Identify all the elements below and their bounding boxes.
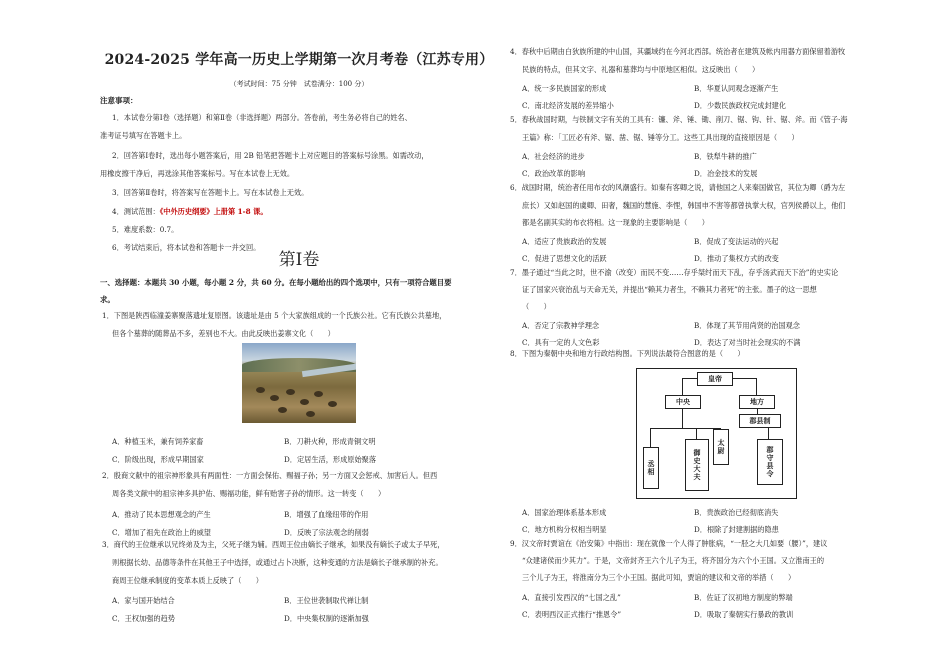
notice-line-1: 1．本试卷分第Ⅰ卷（选择题）和第Ⅱ卷（非选择题）两部分。答卷前，考生务必将自己的姓名、 (112, 113, 412, 122)
q1-option-c: C．阶级出现，形成早期国家 (112, 455, 204, 464)
q7-option-d: D．表达了对当时社会现实的不满 (694, 338, 801, 347)
q9-option-d: D．吸取了秦朝实行暴政的教训 (694, 610, 794, 619)
q2-line-1: 2．殷商文献中的祖宗神形象具有两面性：一方面会保佑、赐福子孙；另一方面又会惩戒、加害后人。但西 (102, 471, 438, 480)
q8-option-c: C．地方机构分权相当明显 (522, 525, 607, 534)
q4-line-2: 民族的特点，但其文字、礼器和墓葬均与中原地区相似。这反映出（ ） (522, 65, 760, 74)
commandery-county-box: 郡县制 (739, 414, 781, 428)
q4-option-a: A．统一多民族国家的形成 (522, 84, 607, 93)
notice-difficulty: 5．难度系数：0.7。 (112, 225, 179, 234)
taiwei-box: 太尉 (713, 429, 729, 465)
section-heading (100, 274, 500, 308)
q9-line-1: 9．汉文帝时贾谊在《治安策》中指出：现在就像一个人得了肿胀病，“一胫之大几如要（腰）”，建议 (510, 539, 828, 548)
q3-option-b: B．王位世袭制取代禅让制 (284, 596, 369, 605)
exam-title: 2024-2025 学年高一历史上学期第一次月考卷（江苏专用） (104, 52, 494, 68)
notice-range-prefix: 4．测试范围： (112, 207, 160, 216)
local-box: 地方 (739, 395, 775, 409)
volume-heading: 第Ⅰ卷 (278, 250, 320, 270)
q6-option-a: A．适应了贵族政治的发展 (522, 237, 607, 246)
notice-range-red: 《中外历史纲要》上册第 1-8 课。 (159, 207, 268, 216)
q3-line-1: 3．商代的王位继承以兄终弟及为主，父死子继为辅。西周王位由嫡长子继承，如果没有嫡长子或太子早死， (102, 540, 445, 549)
q5-line-1: 5．春秋战国时期，与铁制文字有关的工具有：镰、斧、锤、锄、削刀、锯、钩、针、锯、斧。而《管子·海 (510, 115, 848, 124)
q6-line-3: 都是名副其实的布衣将相。这一现象的主要影响是（ ） (522, 218, 709, 227)
emperor-box: 皇帝 (697, 372, 733, 386)
q1-option-a: A．种植玉米，兼有饲养家畜 (112, 437, 204, 446)
q2-option-c: C．增加了祖先在政治上的威望 (112, 528, 211, 537)
q1-option-d: D．定居生活，形成原始聚落 (284, 455, 377, 464)
q9-option-b: B．佐证了汉初地方制度的弊端 (694, 593, 793, 602)
q9-line-3: 三个儿子为王，将淮南分为三个小王国。据此可知，贾谊的建议和文帝的举措（ ） (522, 573, 796, 582)
q1-line-1: 1．下图是陕西临潼姜寨聚落遗址复原图。该遗址是由 5 个大家族组成的一个氏族公社。它有氏族公共墓地， (102, 311, 447, 320)
q3-line-2: 则根据长幼、品德等条件在其他王子中选择，或通过占卜决断，这种变通的方法是嫡长子继承制的补充。 (112, 558, 443, 567)
q8-option-b: B．贵族政治已经彻底消失 (694, 508, 779, 517)
q5-option-a: A．社会经济的进步 (522, 152, 585, 161)
q7-line-3: （ ） (522, 302, 551, 311)
q5-line-2: 王篇》称：「工匠必有斧、锯、凿、锯、锤等分工。这些工具出现的直接原因是（ ） (522, 133, 799, 142)
q1-option-b: B．刀耕火种，形成青铜文明 (284, 437, 376, 446)
q7-line-1: 7．墨子通过“当此之时，世不渝（改变）而民不变……存乎桀纣而天下乱，存乎汤武而天下治”的史实论 (510, 268, 839, 277)
q6-line-2: 庶长）又如赵国的虞卿、田奢，魏国的慧施、李悝，韩国申不害等都曾执掌大权，官列侯爵以上，他们 (522, 201, 846, 210)
q6-option-c: C．促进了思想文化的活跃 (522, 254, 607, 263)
q3-line-3: 商周王位继承制度的变革本质上反映了（ ） (112, 576, 263, 585)
q9-option-c: C．表明西汉正式推行“推恩令” (522, 610, 622, 619)
q7-line-2: 证了国家兴衰治乱与天命无关，并提出“赖其力者生，不赖其力者死”的主张。墨子的这一思想 (522, 285, 817, 294)
q5-option-c: C．政治改革的影响 (522, 169, 586, 178)
q3-option-c: C．王权加强的趋势 (112, 614, 176, 623)
q2-line-2: 周各类文献中的祖宗神多具护佑、赐福功能，鲜有贻害子孙的情形。这一转变（ ） (112, 489, 386, 498)
q7-option-c: C．具有一定的人文色彩 (522, 338, 600, 347)
governor-box: 郡守县令 (757, 439, 783, 485)
q3-option-a: A．家与国开始结合 (112, 596, 175, 605)
notice-line-2: 准考证号填写在答题卡上。 (100, 131, 187, 140)
notice-line-4: 用橡皮擦干净后，再选涂其他答案标号。写在本试卷上无效。 (100, 169, 295, 178)
q8-option-d: D．根除了封建割据的隐患 (694, 525, 779, 534)
q1-line-2: 但各个墓葬的随葬品不多，差别也不大。由此反映出姜寨文化（ ） (112, 329, 335, 338)
q3-option-d: D．中央集权制的逐渐加强 (284, 614, 369, 623)
q4-option-d: D．少数民族政权完成封建化 (694, 101, 787, 110)
q6-option-d: D．推动了集权方式的改变 (694, 254, 779, 263)
notice-end: 6．考试结束后，将本试卷和答题卡一并交回。 (112, 243, 261, 252)
notice-line-5: 3．回答第Ⅱ卷时，将答案写在答题卡上。写在本试卷上无效。 (112, 188, 309, 197)
censor-box: 御史大夫 (685, 439, 709, 491)
q2-option-a: A．推动了民本思想观念的产生 (112, 510, 211, 519)
q2-option-b: B．增强了血缘纽带的作用 (284, 510, 369, 519)
q7-option-b: B．体现了其节用尚贤的治国观念 (694, 321, 800, 330)
q9-option-a: A．直接引发西汉的“七国之乱” (522, 593, 621, 602)
q7-option-a: A．否定了宗教神学理念 (522, 321, 600, 330)
q4-option-c: C．南北经济发展的差异缩小 (522, 101, 614, 110)
chancellor-box: 丞相 (643, 447, 659, 489)
notice-heading: 注意事项： (100, 96, 138, 105)
q2-option-d: D．反映了宗法观念的削弱 (284, 528, 369, 537)
q6-option-b: B．促成了变法运动的兴起 (694, 237, 779, 246)
q5-option-d: D．冶金技术的发展 (694, 169, 758, 178)
section-line-1: 一、选择题：本题共 30 小题，每小题 2 分，共 60 分。在每小题给出的四个选项中，只有一项符合题目要 (100, 278, 452, 287)
q6-line-1: 6．战国时期，统治者任用布衣的风潮盛行。如秦有客卿之说，请他国之人来秦国做官，其位为卿（爵为左 (510, 183, 846, 192)
q8-line-1: 8．下图为秦朝中央和地方行政结构图。下列说法最符合图意的是（ ） (510, 349, 745, 358)
section-line-2: 求。 (100, 295, 115, 304)
central-box: 中央 (665, 395, 701, 409)
q5-option-b: B．铁犁牛耕的推广 (694, 152, 757, 161)
notice-line-3: 2．回答第Ⅰ卷时，选出每小题答案后，用 2B 铅笔把答题卡上对应题目的答案标号涂黑。如需改动， (112, 151, 429, 160)
q8-option-a: A．国家治理体系基本形成 (522, 508, 607, 517)
exam-subtitle: （考试时间：75 分钟 试卷满分：100 分） (229, 80, 369, 88)
q4-line-1: 4．春秋中后期由白狄族所建的中山国，其疆域约在今河北西部。统治者在建筑及帐内用器方面保留着游牧 (510, 47, 846, 56)
q9-line-2: “众建诸侯而少其力”。于是，文帝封齐王六个儿子为王，将齐国分为六个小王国。又立淮南王的 (522, 556, 825, 565)
jiangzhai-settlement-image (242, 343, 356, 423)
q4-option-b: B．华夏认同观念逐渐产生 (694, 84, 779, 93)
qin-admin-structure-diagram (636, 368, 797, 499)
